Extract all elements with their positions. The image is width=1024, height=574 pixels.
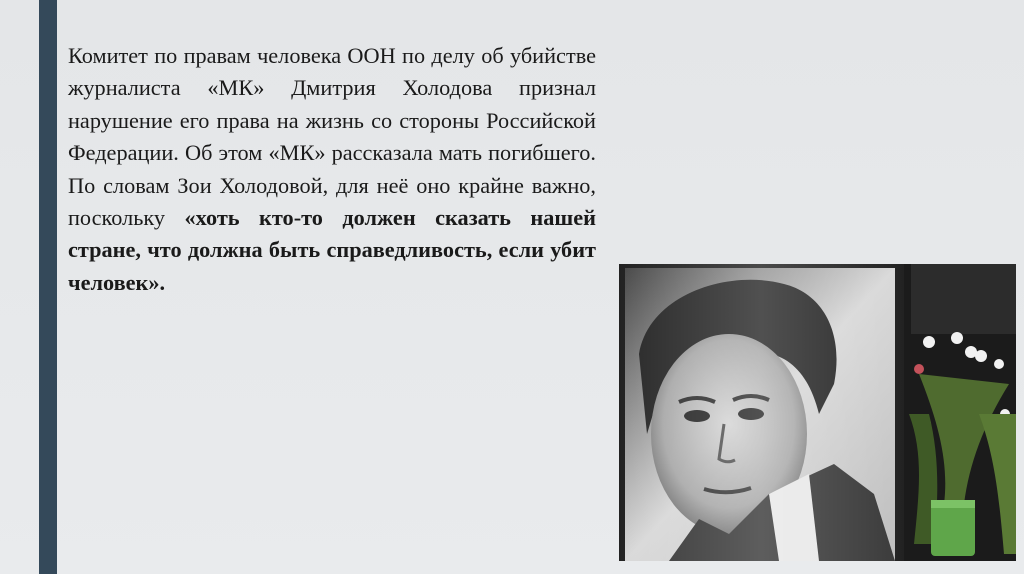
body-paragraph xyxy=(68,40,596,299)
paragraph-quote: «хоть кто-то должен сказать нашей стране, что должна быть справедливость, если убит человек». xyxy=(68,205,596,295)
memorial-photo xyxy=(619,264,1016,561)
accent-bar xyxy=(39,0,57,574)
paragraph-text: Комитет по правам человека ООН по делу об убийстве журналиста «МК» Дмитрия Холодова признал нарушение его права на жизнь со стороны Российской Федерации. Об этом «МК» рассказала мать погибшего. По словам Зои Холодовой, для неё оно крайне важно, поскольку xyxy=(68,43,596,231)
